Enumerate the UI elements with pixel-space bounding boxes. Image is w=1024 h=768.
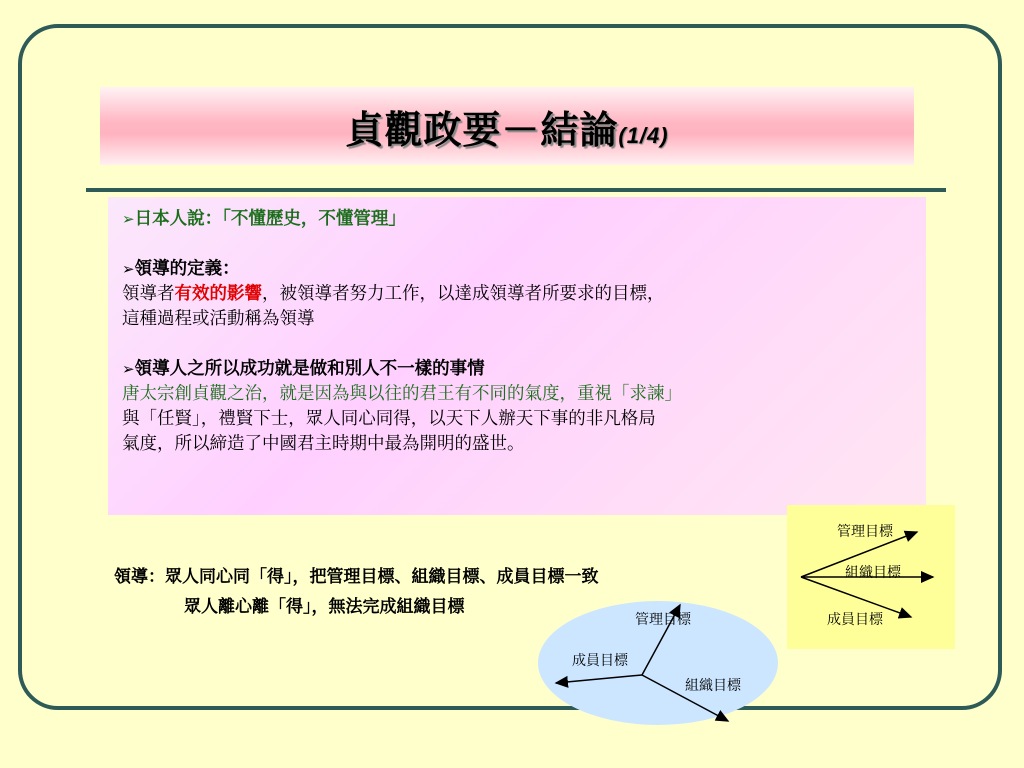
label-management-goal: 管理目標	[837, 524, 893, 540]
highlight-effective-influence: 有效的影響	[174, 284, 262, 304]
bullet-arrow-icon: ➢	[122, 360, 135, 378]
slide-title	[345, 99, 668, 154]
content-box	[108, 197, 926, 515]
leadership-line-1: 領導：眾人同心同「得」，把管理目標、組織目標、成員目標一致	[114, 567, 599, 587]
title-main: 貞觀政要－結論	[345, 106, 619, 152]
bullet-japanese-saying	[122, 207, 926, 232]
divider-line	[86, 188, 946, 192]
bullet-text: 日本人說：「不懂歷史，不懂管理」	[134, 209, 406, 229]
title-banner	[100, 87, 914, 165]
aligned-goals-diagram	[787, 505, 955, 649]
leadership-line-2: 眾人離心離「得」，無法完成組織目標	[184, 597, 465, 617]
label-organization-goal: 組織目標	[845, 565, 901, 581]
definition-line-1	[122, 282, 926, 307]
leadership-summary	[114, 562, 599, 622]
label-management-goal: 管理目標	[635, 612, 691, 628]
bullet-arrow-icon: ➢	[122, 260, 135, 278]
success-line-1: 唐太宗創貞觀之治，就是因為與以往的君王有不同的氣度，重視「求諫」	[122, 384, 682, 404]
divergent-goals-diagram	[540, 595, 780, 735]
definition-line-2: 這種過程或活動稱為領導	[122, 309, 315, 329]
definition-text: 領導者	[122, 284, 175, 304]
success-line-3: 氣度，所以締造了中國君主時期中最為開明的盛世。	[122, 434, 525, 454]
bullet-arrow-icon: ➢	[122, 210, 135, 228]
label-member-goal: 成員目標	[572, 653, 628, 669]
title-page-indicator: (1/4)	[618, 122, 669, 148]
bullet-success	[122, 357, 926, 382]
definition-text: ，被領導者努力工作，以達成領導者所要求的目標，	[262, 284, 665, 304]
bullet-leadership-definition	[122, 257, 926, 282]
bullet-heading: 領導人之所以成功就是做和別人不一樣的事情	[134, 359, 485, 379]
success-line-2: 與「任賢」，禮賢下士，眾人同心同得，以天下人辦天下事的非凡格局	[122, 409, 656, 429]
bullet-heading: 領導的定義：	[134, 259, 240, 279]
label-member-goal: 成員目標	[827, 612, 883, 628]
label-organization-goal: 組織目標	[685, 678, 741, 694]
